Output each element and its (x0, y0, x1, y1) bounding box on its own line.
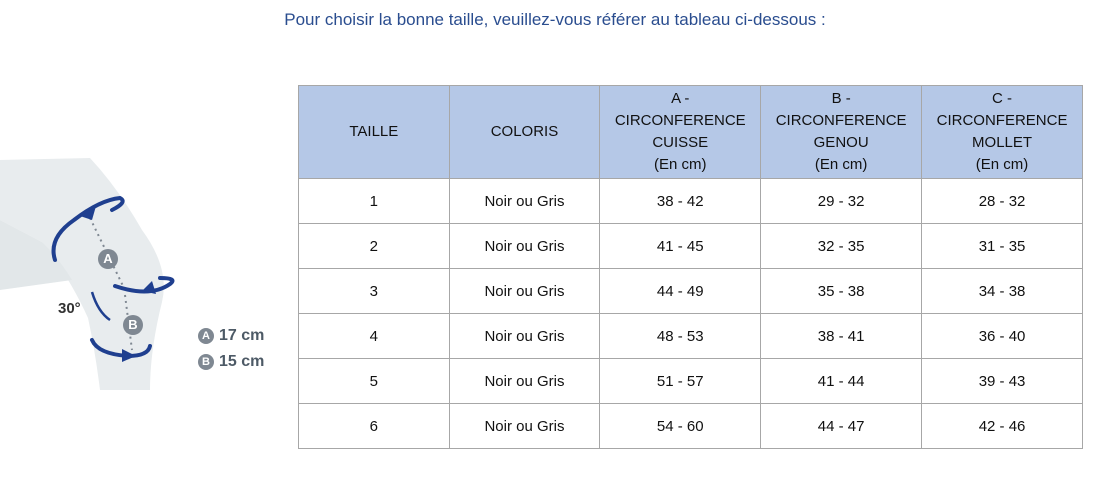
measurement-b (198, 353, 264, 371)
cell-coloris: Noir ou Gris (449, 359, 600, 404)
cell-cuisse: 41 - 45 (600, 224, 761, 269)
cell-taille: 5 (299, 359, 450, 404)
cell-mollet: 39 - 43 (922, 359, 1083, 404)
cell-coloris: Noir ou Gris (449, 314, 600, 359)
page-heading: Pour choisir la bonne taille, veuillez-vous référer au tableau ci-dessous : (284, 10, 826, 29)
marker-a-icon: A (198, 328, 214, 344)
cell-taille: 2 (299, 224, 450, 269)
measurement-a-value: 17 cm (219, 327, 265, 344)
table-row (299, 359, 1083, 404)
cell-genou: 35 - 38 (761, 269, 922, 314)
cell-cuisse: 51 - 57 (600, 359, 761, 404)
angle-label: 30° (58, 300, 81, 317)
cell-cuisse: 38 - 42 (600, 179, 761, 224)
cell-mollet: 36 - 40 (922, 314, 1083, 359)
cell-mollet: 42 - 46 (922, 404, 1083, 449)
cell-coloris: Noir ou Gris (449, 404, 600, 449)
table-row (299, 179, 1083, 224)
point-a-marker: A (98, 249, 118, 269)
cell-cuisse: 44 - 49 (600, 269, 761, 314)
cell-mollet: 31 - 35 (922, 224, 1083, 269)
cell-taille: 4 (299, 314, 450, 359)
cell-coloris: Noir ou Gris (449, 269, 600, 314)
header-circ-cuisse: A - CIRCONFERENCE CUISSE (En cm) (600, 86, 761, 179)
cell-cuisse: 54 - 60 (600, 404, 761, 449)
marker-b-icon: B (198, 354, 214, 370)
cell-taille: 6 (299, 404, 450, 449)
cell-genou: 41 - 44 (761, 359, 922, 404)
header-taille: TAILLE (299, 86, 450, 179)
table-row (299, 404, 1083, 449)
cell-taille: 1 (299, 179, 450, 224)
header-circ-mollet: C - CIRCONFERENCE MOLLET (En cm) (922, 86, 1083, 179)
measurement-b-value: 15 cm (219, 353, 265, 370)
measurement-a (198, 327, 264, 345)
cell-genou: 44 - 47 (761, 404, 922, 449)
size-chart-table (298, 85, 1083, 449)
table-row (299, 269, 1083, 314)
cell-taille: 3 (299, 269, 450, 314)
cell-genou: 32 - 35 (761, 224, 922, 269)
cell-coloris: Noir ou Gris (449, 224, 600, 269)
cell-cuisse: 48 - 53 (600, 314, 761, 359)
cell-mollet: 34 - 38 (922, 269, 1083, 314)
point-b-marker: B (123, 315, 143, 335)
cell-genou: 38 - 41 (761, 314, 922, 359)
header-circ-genou: B - CIRCONFERENCE GENOU (En cm) (761, 86, 922, 179)
table-row (299, 314, 1083, 359)
table-row (299, 224, 1083, 269)
table-header-row (299, 86, 1083, 179)
cell-genou: 29 - 32 (761, 179, 922, 224)
cell-coloris: Noir ou Gris (449, 179, 600, 224)
header-coloris: COLORIS (449, 86, 600, 179)
cell-mollet: 28 - 32 (922, 179, 1083, 224)
